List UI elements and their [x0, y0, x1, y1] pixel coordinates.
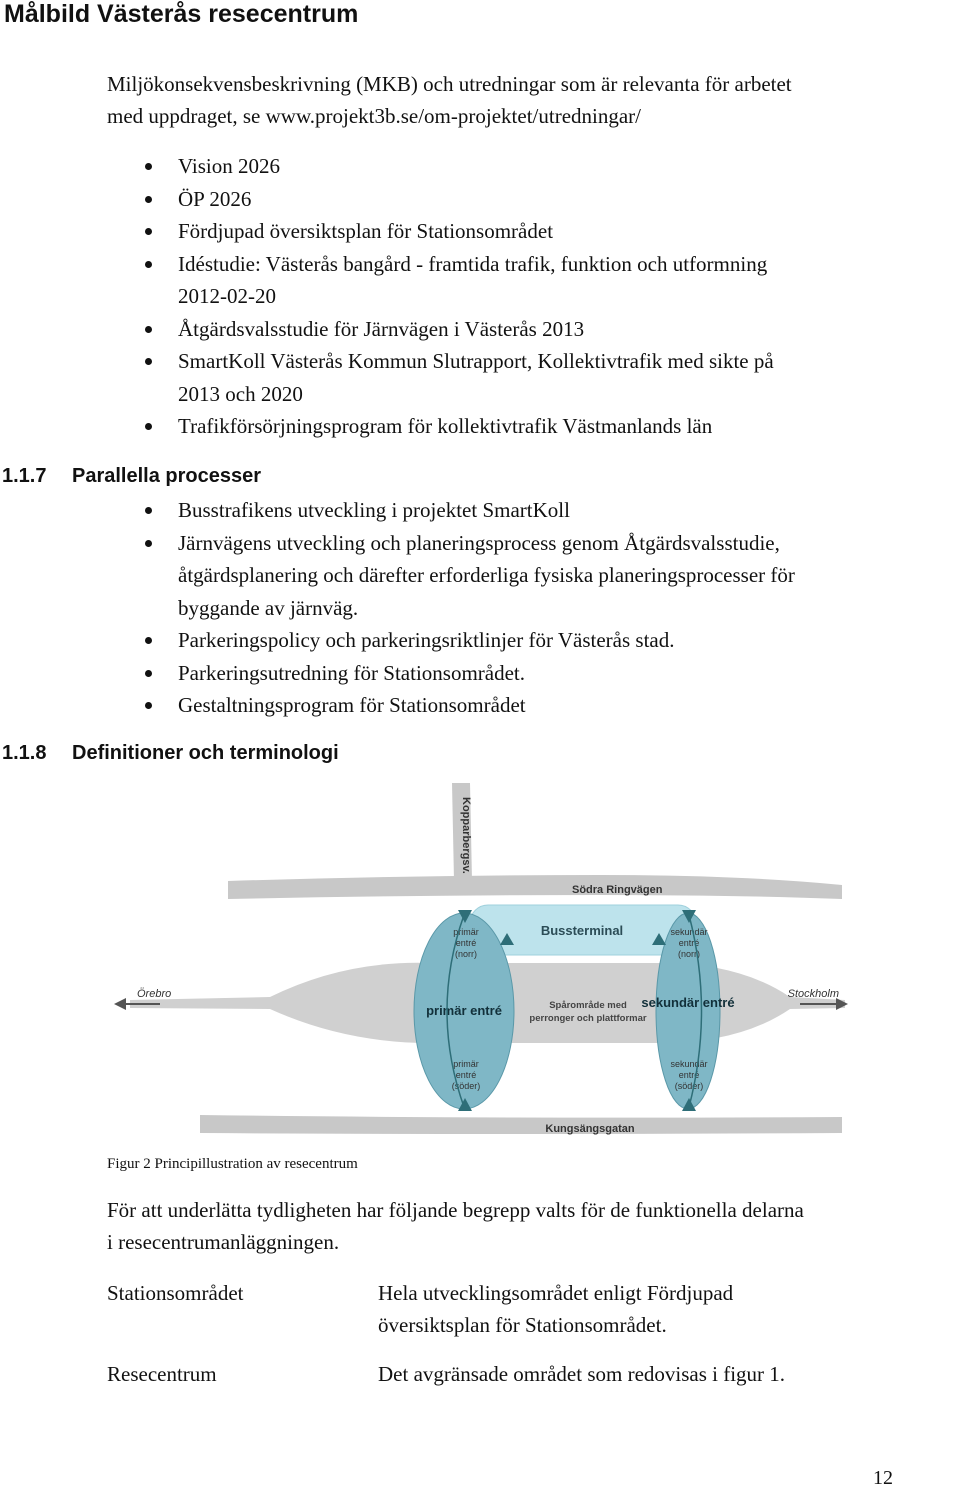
list-item: Parkeringspolicy och parkeringsriktlinjer för Västerås stad.	[178, 624, 795, 657]
list-item: Vision 2026	[178, 150, 774, 183]
parallel-process-list	[178, 494, 795, 722]
label-east: Stockholm	[787, 988, 839, 1000]
prim-south-label: primär	[453, 1059, 479, 1069]
bullet-icon	[145, 540, 152, 547]
track-label-line: perronger och plattformar	[529, 1013, 647, 1024]
intro-line: Miljökonsekvensbeskrivning (MKB) och utredningar som är relevanta för arbetet	[107, 72, 792, 96]
bullet-icon	[145, 163, 152, 170]
bullet-icon	[145, 261, 152, 268]
sec-south-label: (söder)	[674, 1081, 704, 1091]
definition-description: Det avgränsade området som redovisas i figur 1.	[378, 1362, 786, 1386]
road-south	[200, 1115, 842, 1134]
prim-south-label: entré	[455, 1070, 477, 1080]
prim-north-label: primär	[453, 927, 479, 937]
secondary-entrance-label-line: sekundär entré	[641, 995, 735, 1010]
bullet-icon	[145, 702, 152, 709]
paragraph-line: För att underlätta tydligheten har följande begrepp valts för de funktionella delarna	[107, 1198, 804, 1222]
bullet-icon	[145, 196, 152, 203]
section-number: 1.1.8	[2, 742, 47, 764]
list-item: SmartKoll Västerås Kommun Slutrapport, Kollektivtrafik med sikte på 2013 och 2020	[178, 345, 774, 410]
sec-south-label: entré	[678, 1070, 700, 1080]
list-item: Busstrafikens utveckling i projektet SmartKoll	[178, 494, 795, 527]
bullet-icon	[145, 423, 152, 430]
bullet-icon	[145, 637, 152, 644]
bullet-icon	[145, 358, 152, 365]
list-item: Järnvägens utveckling och planeringsprocess genom Åtgärdsvalsstudie, åtgärdsplanering och därefter erforderliga fysiska planeringsprocesser för byggande av järnväg.	[178, 527, 795, 625]
road-label-kopparbergsv: Kopparbergsv.	[460, 797, 472, 874]
sec-north-label: (norr)	[678, 949, 700, 959]
definition-term: Resecentrum	[107, 1362, 217, 1386]
prim-north-label: entré	[455, 938, 477, 948]
section-heading-1-1-7	[2, 465, 261, 488]
page-title: Målbild Västerås resecentrum	[4, 0, 359, 28]
label-west: Örebro	[137, 988, 172, 1000]
prim-north-label: (norr)	[455, 949, 477, 959]
bullet-icon	[145, 228, 152, 235]
list-item: Idéstudie: Västerås bangård - framtida trafik, funktion och utformning 2012-02-20	[178, 248, 774, 313]
page-number: 12	[873, 1467, 893, 1489]
list-item: Åtgärdsvalsstudie för Järnvägen i Västerås 2013	[178, 313, 774, 346]
definitions-intro	[107, 1194, 804, 1258]
road-label-south: Kungsängsgatan	[545, 1123, 635, 1135]
definition-term: Stationsområdet	[107, 1281, 244, 1305]
sec-north-label: entré	[678, 938, 700, 948]
bus-terminal-label: Bussterminal	[540, 923, 624, 938]
figure-caption: Figur 2 Principillustration av resecentrum	[107, 1156, 358, 1172]
reference-list	[178, 150, 774, 443]
arrow-west-icon	[114, 998, 126, 1010]
paragraph-line: i resecentrumanläggningen.	[107, 1230, 340, 1254]
list-item: Gestaltningsprogram för Stationsområdet	[178, 689, 795, 722]
list-item: Trafikförsörjningsprogram för kollektivtrafik Västmanlands län	[178, 410, 774, 443]
prim-south-label: (söder)	[451, 1081, 481, 1091]
list-item: Fördjupad översiktsplan för Stationsområdet	[178, 215, 774, 248]
track-label-line: Spårområde med	[549, 1000, 627, 1011]
road-north	[228, 875, 842, 899]
road-label-north: Södra Ringvägen	[572, 884, 663, 896]
bullet-icon	[145, 507, 152, 514]
section-heading-1-1-8	[2, 742, 339, 765]
intro-paragraph	[107, 68, 792, 132]
list-item: Parkeringsutredning för Stationsområdet.	[178, 657, 795, 690]
bullet-icon	[145, 326, 152, 333]
sec-south-label: sekundär	[670, 1059, 708, 1069]
sec-north-label: sekundär	[670, 927, 708, 937]
primary-entrance-label: primär entré	[426, 1003, 502, 1018]
bullet-icon	[145, 670, 152, 677]
section-number: 1.1.7	[2, 465, 47, 487]
list-item: ÖP 2026	[178, 183, 774, 216]
station-diagram	[100, 775, 860, 1145]
intro-line: med uppdraget, se www.projekt3b.se/om-projektet/utredningar/	[107, 104, 641, 128]
section-title: Parallella processer	[72, 465, 262, 487]
definition-description: Hela utvecklingsområdet enligt Fördjupad översiktsplan för Stationsområdet.	[378, 1281, 734, 1337]
section-title: Definitioner och terminologi	[72, 742, 339, 764]
